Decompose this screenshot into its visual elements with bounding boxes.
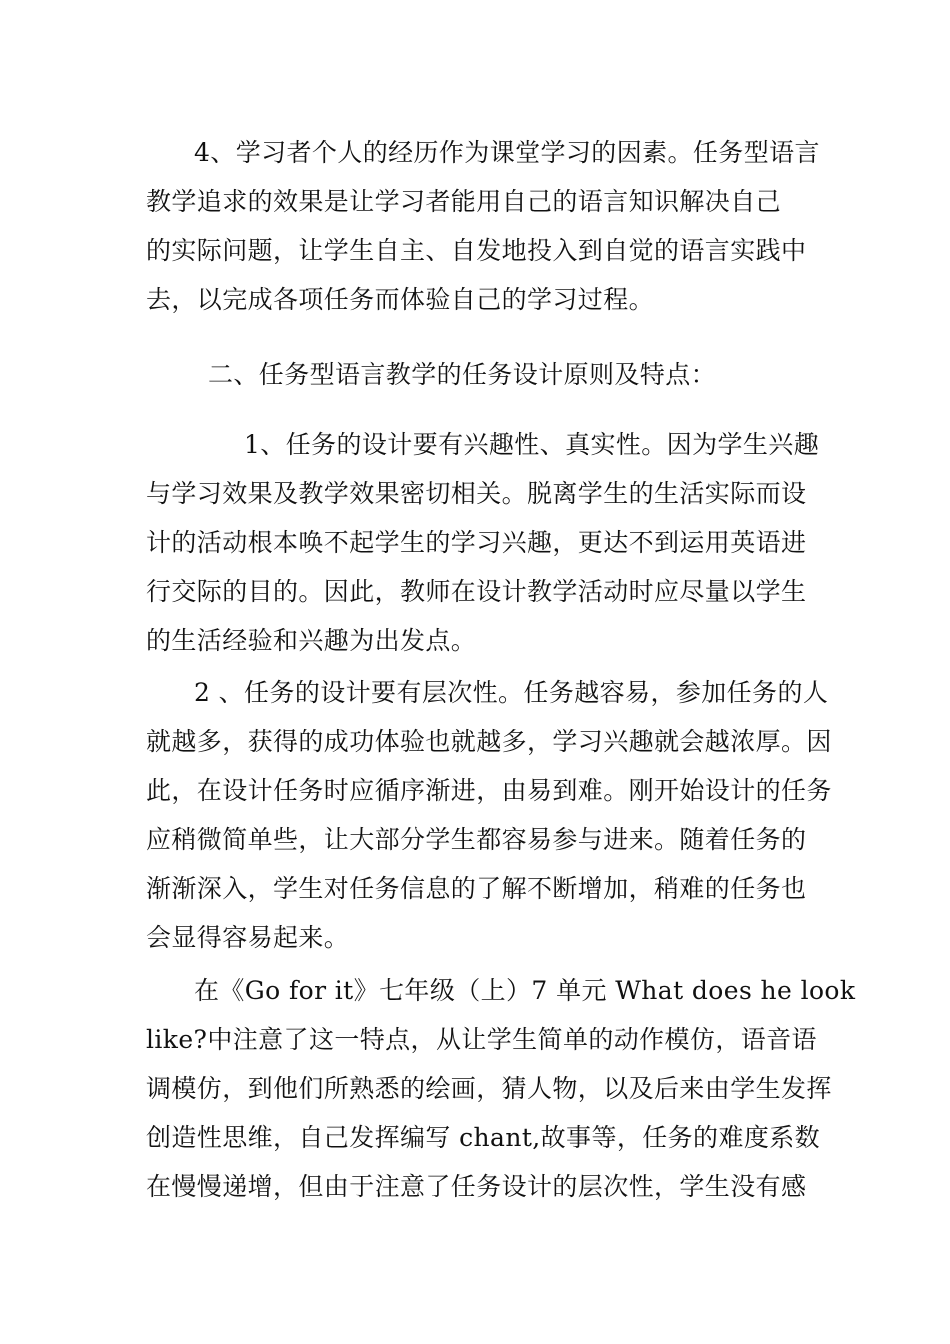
text-line: 应稍微简单些，让大部分学生都容易参与进来。随着任务的 bbox=[146, 825, 807, 854]
section-heading bbox=[146, 350, 810, 399]
text-line: 计的活动根本唤不起学生的学习兴趣，更达不到运用英语进 bbox=[146, 528, 807, 557]
text-line: 在《Go for it》七年级（上）7 单元 What does he look bbox=[194, 976, 856, 1005]
section-heading-text: 二、任务型语言教学的任务设计原则及特点： bbox=[208, 360, 717, 389]
text-line: 调模仿，到他们所熟悉的绘画，猜人物，以及后来由学生发挥 bbox=[146, 1074, 832, 1103]
text-line: 与学习效果及教学效果密切相关。脱离学生的生活实际而设 bbox=[146, 479, 807, 508]
text-line: 创造性思维，自己发挥编写 chant,故事等，任务的难度系数 bbox=[146, 1123, 821, 1152]
text-line: 教学追求的效果是让学习者能用自己的语言知识解决自己 bbox=[146, 187, 782, 216]
text-line: 行交际的目的。因此，教师在设计教学活动时应尽量以学生 bbox=[146, 577, 807, 606]
paragraph-learner-experience bbox=[146, 128, 820, 324]
text-line: 1、任务的设计要有兴趣性、真实性。因为学生兴趣 bbox=[244, 430, 820, 459]
text-line: like?中注意了这一特点，从让学生简单的动作模仿，语音语 bbox=[146, 1025, 817, 1054]
paragraph-interest-authenticity bbox=[146, 420, 820, 665]
text-line: 的实际问题，让学生自主、自发地投入到自觉的语言实践中 bbox=[146, 236, 807, 265]
text-line: 2 、任务的设计要有层次性。任务越容易，参加任务的人 bbox=[194, 678, 829, 707]
text-line: 就越多，获得的成功体验也就越多，学习兴趣就会越浓厚。因 bbox=[146, 727, 832, 756]
paragraph-task-layering bbox=[146, 668, 832, 962]
text-line: 的生活经验和兴趣为出发点。 bbox=[146, 626, 477, 655]
text-line: 会显得容易起来。 bbox=[146, 923, 350, 952]
text-line: 此，在设计任务时应循序渐进，由易到难。刚开始设计的任务 bbox=[146, 776, 832, 805]
paragraph-go-for-it-example bbox=[146, 966, 856, 1211]
text-line: 渐渐深入，学生对任务信息的了解不断增加，稍难的任务也 bbox=[146, 874, 807, 903]
text-line: 在慢慢递增，但由于注意了任务设计的层次性，学生没有感 bbox=[146, 1172, 807, 1201]
text-line: 4、学习者个人的经历作为课堂学习的因素。任务型语言 bbox=[194, 138, 820, 167]
text-line: 去，以完成各项任务而体验自己的学习过程。 bbox=[146, 285, 655, 314]
